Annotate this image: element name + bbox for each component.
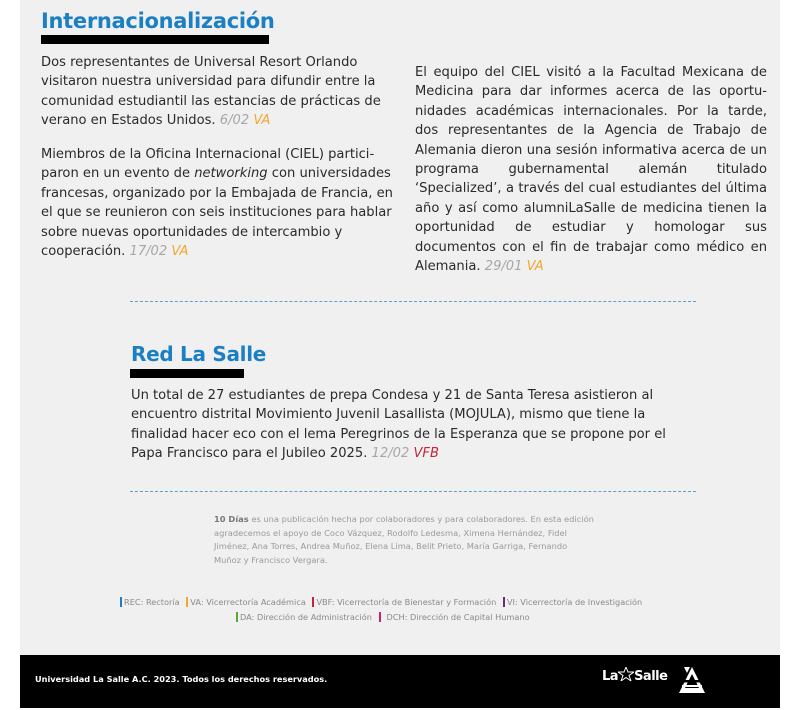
legend-color-bar <box>312 597 314 607</box>
legend-label: DA: Dirección de Administración <box>240 612 372 622</box>
copyright-text: Universidad La Salle A.C. 2023. Todos los derechos reservados. <box>35 674 328 684</box>
credits-note <box>214 513 594 567</box>
la-salle-emblem-icon <box>678 665 706 695</box>
article-mojula <box>131 386 701 464</box>
legend-item-rec <box>120 597 180 607</box>
article-tag: VFB <box>413 446 439 462</box>
legend-item-va <box>186 597 306 607</box>
article-date: 12/02 <box>371 446 410 462</box>
article-tag: VA <box>253 113 271 129</box>
article-universal-orlando <box>41 53 394 131</box>
article-text: Un total de 27 estudiantes de prepa Condesa y 21 de Santa Teresa asistieron al encuentro distrital Movimiento Juvenil Lasallista (MOJULA), mismo que tiene la finalidad hacer eco con el lema Peregrinos de la Esperanza que se propone por el Papa Francisco para el Jubileo 2025. <box>131 388 666 462</box>
legend-label: VBF: Vicerrectoría de Bienestar y Formación <box>316 597 497 607</box>
article-date: 29/01 <box>484 259 523 275</box>
legend-label: VA: Vicerrectoría Académica <box>190 597 306 607</box>
article-ciel-medicina <box>415 63 767 276</box>
legend-item-da <box>236 612 372 622</box>
credits-text: es una publicación hecha por colaboradores y para colaboradores. En esta edición agradecemos el apoyo de Coco Vázquez, Rodolfo Ledesma, Ximena Hernández, Fidel Jiménez, Ana Torres, Andrea Muñoz, Elena Lima, Belit Prieto, María Garriga, Fernando Muñoz y Francisco Vergara. <box>214 514 594 565</box>
legend-row-1 <box>120 597 646 607</box>
article-text: Miembros de la Oficina Internacional (CIEL) partici-paron en un evento de <box>41 147 375 182</box>
section-divider <box>130 301 696 302</box>
footer <box>20 655 780 708</box>
legend-item-vi <box>503 597 642 607</box>
universidad-la-salle-logo <box>678 663 778 701</box>
legend-label: REC: Rectoría <box>124 597 180 607</box>
red-la-salle-logo <box>602 665 672 699</box>
logo-wordmark: La Salle <box>602 669 668 684</box>
legend-color-bar <box>379 612 381 622</box>
article-text: El equipo del CIEL visitó a la Facultad Mexicana de Medicina para dar informes acerca de las oportu-nidades académicas internacionales. Por la tarde, dos representantes de la Agencia de Trabajo de Alemania dieron una sesión informativa acerca de un programa gubernamental alemán titulado ‘Specialized’, a través del cual estudiantes del última año y así como alumniLaSalle de medicina tienen la oportunidad de estudiar y homologar sus documentos con el fin de trabajar como médico en Alemania. <box>415 65 767 275</box>
article-tag: VA <box>526 259 544 275</box>
article-date: 17/02 <box>129 244 168 260</box>
legend-label: VI: Vicerrectoría de Investigación <box>506 597 643 607</box>
title-underline <box>130 369 244 378</box>
legend-color-bar <box>120 597 122 607</box>
article-ciel-networking <box>41 145 394 261</box>
title-underline <box>41 35 269 44</box>
section-divider <box>130 491 696 492</box>
legend-item-vbf <box>312 597 496 607</box>
legend-color-bar <box>236 612 238 622</box>
article-text-italic: networking <box>194 166 268 182</box>
article-text: con universidades francesas, organizado por la Embajada de Francia, en el que se reunieron con seis instituciones para hablar sobre nuevas oportunidades de intercambio y cooperación. <box>41 166 393 260</box>
legend-row-2 <box>236 612 534 622</box>
article-tag: VA <box>171 244 189 260</box>
legend-color-bar <box>186 597 188 607</box>
legend-color-bar <box>503 597 505 607</box>
article-date: 6/02 <box>219 113 250 129</box>
article-text: Dos representantes de Universal Resort Orlando visitaron nuestra universidad para difundir entre la comunidad estudiantil las estancias de prácticas de verano en Estados Unidos. <box>41 55 381 129</box>
legend-item-dch <box>379 612 530 622</box>
publication-name: 10 Días <box>214 514 249 524</box>
section-title-internacionalizacion: Internacionalización <box>41 9 275 33</box>
star-icon <box>618 667 634 681</box>
section-title-red-la-salle: Red La Salle <box>131 342 267 366</box>
legend-label: DCH: Dirección de Capital Humano <box>386 612 530 622</box>
